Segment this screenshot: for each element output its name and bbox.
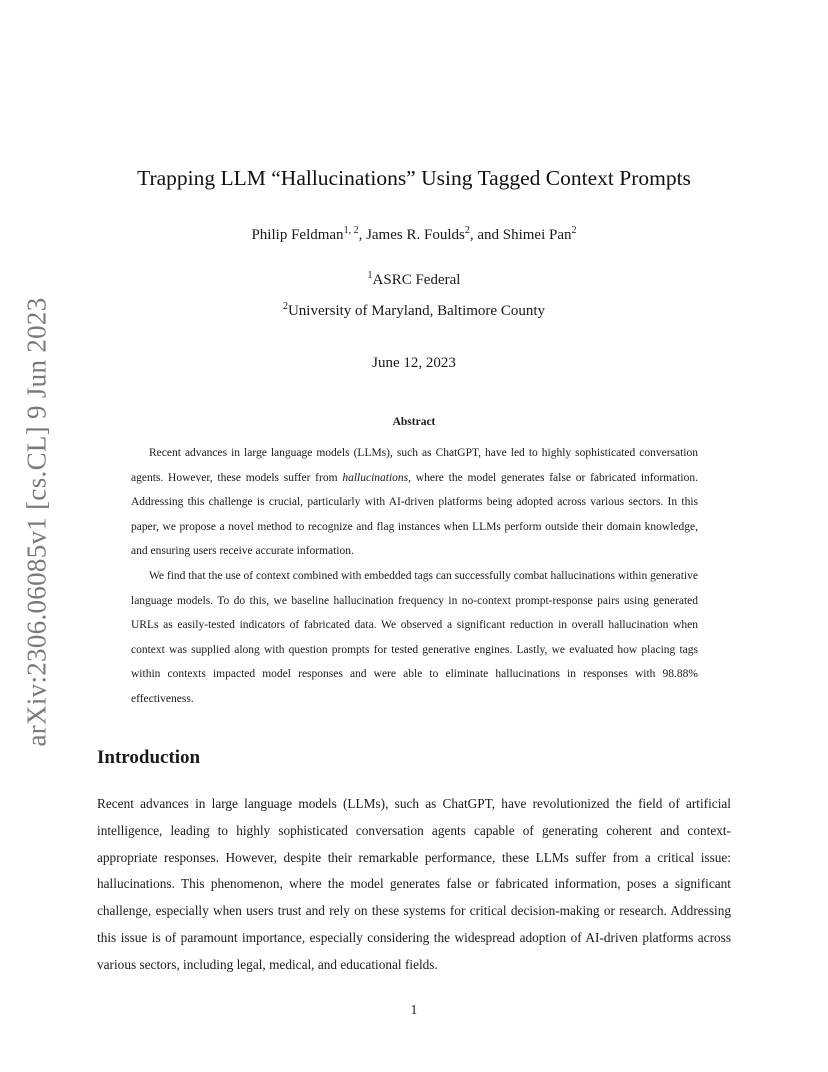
abstract-paragraph: We find that the use of context combined with embedded tags can successfully combat hallucinations within generative language models. To do this, we baseline hallucination frequency in no-context prompt-response pairs using generated URLs as easily-tested indicators of fabricated data. We observed a significant reduction in overall hallucination when context was supplied along with question prompts for tested generative engines. Lastly, we evaluated how placing tags within contexts impacted model responses and were able to eliminate hallucinations in responses with 98.88% effectiveness. <box>131 569 698 705</box>
author-name: Philip Feldman <box>251 227 344 243</box>
page-number: 1 <box>410 1002 418 1017</box>
abstract-paragraph <box>131 441 698 564</box>
arxiv-identifier-text: arXiv:2306.06085v1 [cs.CL] 9 Jun 2023 <box>21 297 52 747</box>
affiliation-mark: 2 <box>282 301 288 312</box>
section-heading-introduction: Introduction <box>97 747 201 768</box>
paper-date: June 12, 2023 <box>372 355 456 371</box>
affiliation-mark: 2 <box>571 225 577 236</box>
paper-title: Trapping LLM “Hallucinations” Using Tagged Context Prompts <box>137 166 691 190</box>
abstract-text: where the model generates false or fabricated information. Addressing this challenge is crucial, particularly with AI-driven platforms being adopted across various sectors. In this paper, we propose a novel method to recognize and flag instances when LLMs perform outside their domain knowledge, and ensuring users receive accurate information. <box>131 471 698 558</box>
body-paragraph: Recent advances in large language models (LLMs), such as ChatGPT, have revolutionized the field of artificial intelligence, leading to highly sophisticated conversation agents capable of generating coherent and context-appropriate responses. However, despite their remarkable performance, these LLMs suffer from a critical issue: hallucinations. This phenomenon, where the model generates false or fabricated information, poses a significant challenge, especially when users trust and rely on these systems for critical decision-making or research. Addressing this issue is of paramount importance, especially considering the widespread adoption of AI-driven platforms across various sectors, including legal, medical, and educational fields. <box>97 796 731 972</box>
author-separator: , and <box>469 227 503 243</box>
affiliation-name: ASRC Federal <box>372 272 461 288</box>
affiliation-name: University of Maryland, Baltimore County <box>287 303 546 319</box>
affiliation-line <box>0 270 828 289</box>
author-separator: , <box>358 227 367 243</box>
author-name: James R. Foulds <box>366 227 465 243</box>
affiliation-mark: 1 <box>367 270 373 281</box>
author-name: Shimei Pan <box>502 227 572 243</box>
author-list <box>0 225 828 244</box>
abstract-text: Recent advances in large language models (LLMs), such as ChatGPT, have led to highly sophisticated conversation agents. However, these models suffer from <box>131 447 698 484</box>
affiliation-mark: 1, 2 <box>343 225 359 236</box>
abstract-body <box>131 441 698 712</box>
abstract-heading: Abstract <box>392 416 436 428</box>
affiliation-mark: 2 <box>464 225 470 236</box>
abstract-emphasis: hallucinations, <box>342 471 412 484</box>
introduction-body <box>97 791 731 979</box>
affiliation-line <box>0 301 828 320</box>
